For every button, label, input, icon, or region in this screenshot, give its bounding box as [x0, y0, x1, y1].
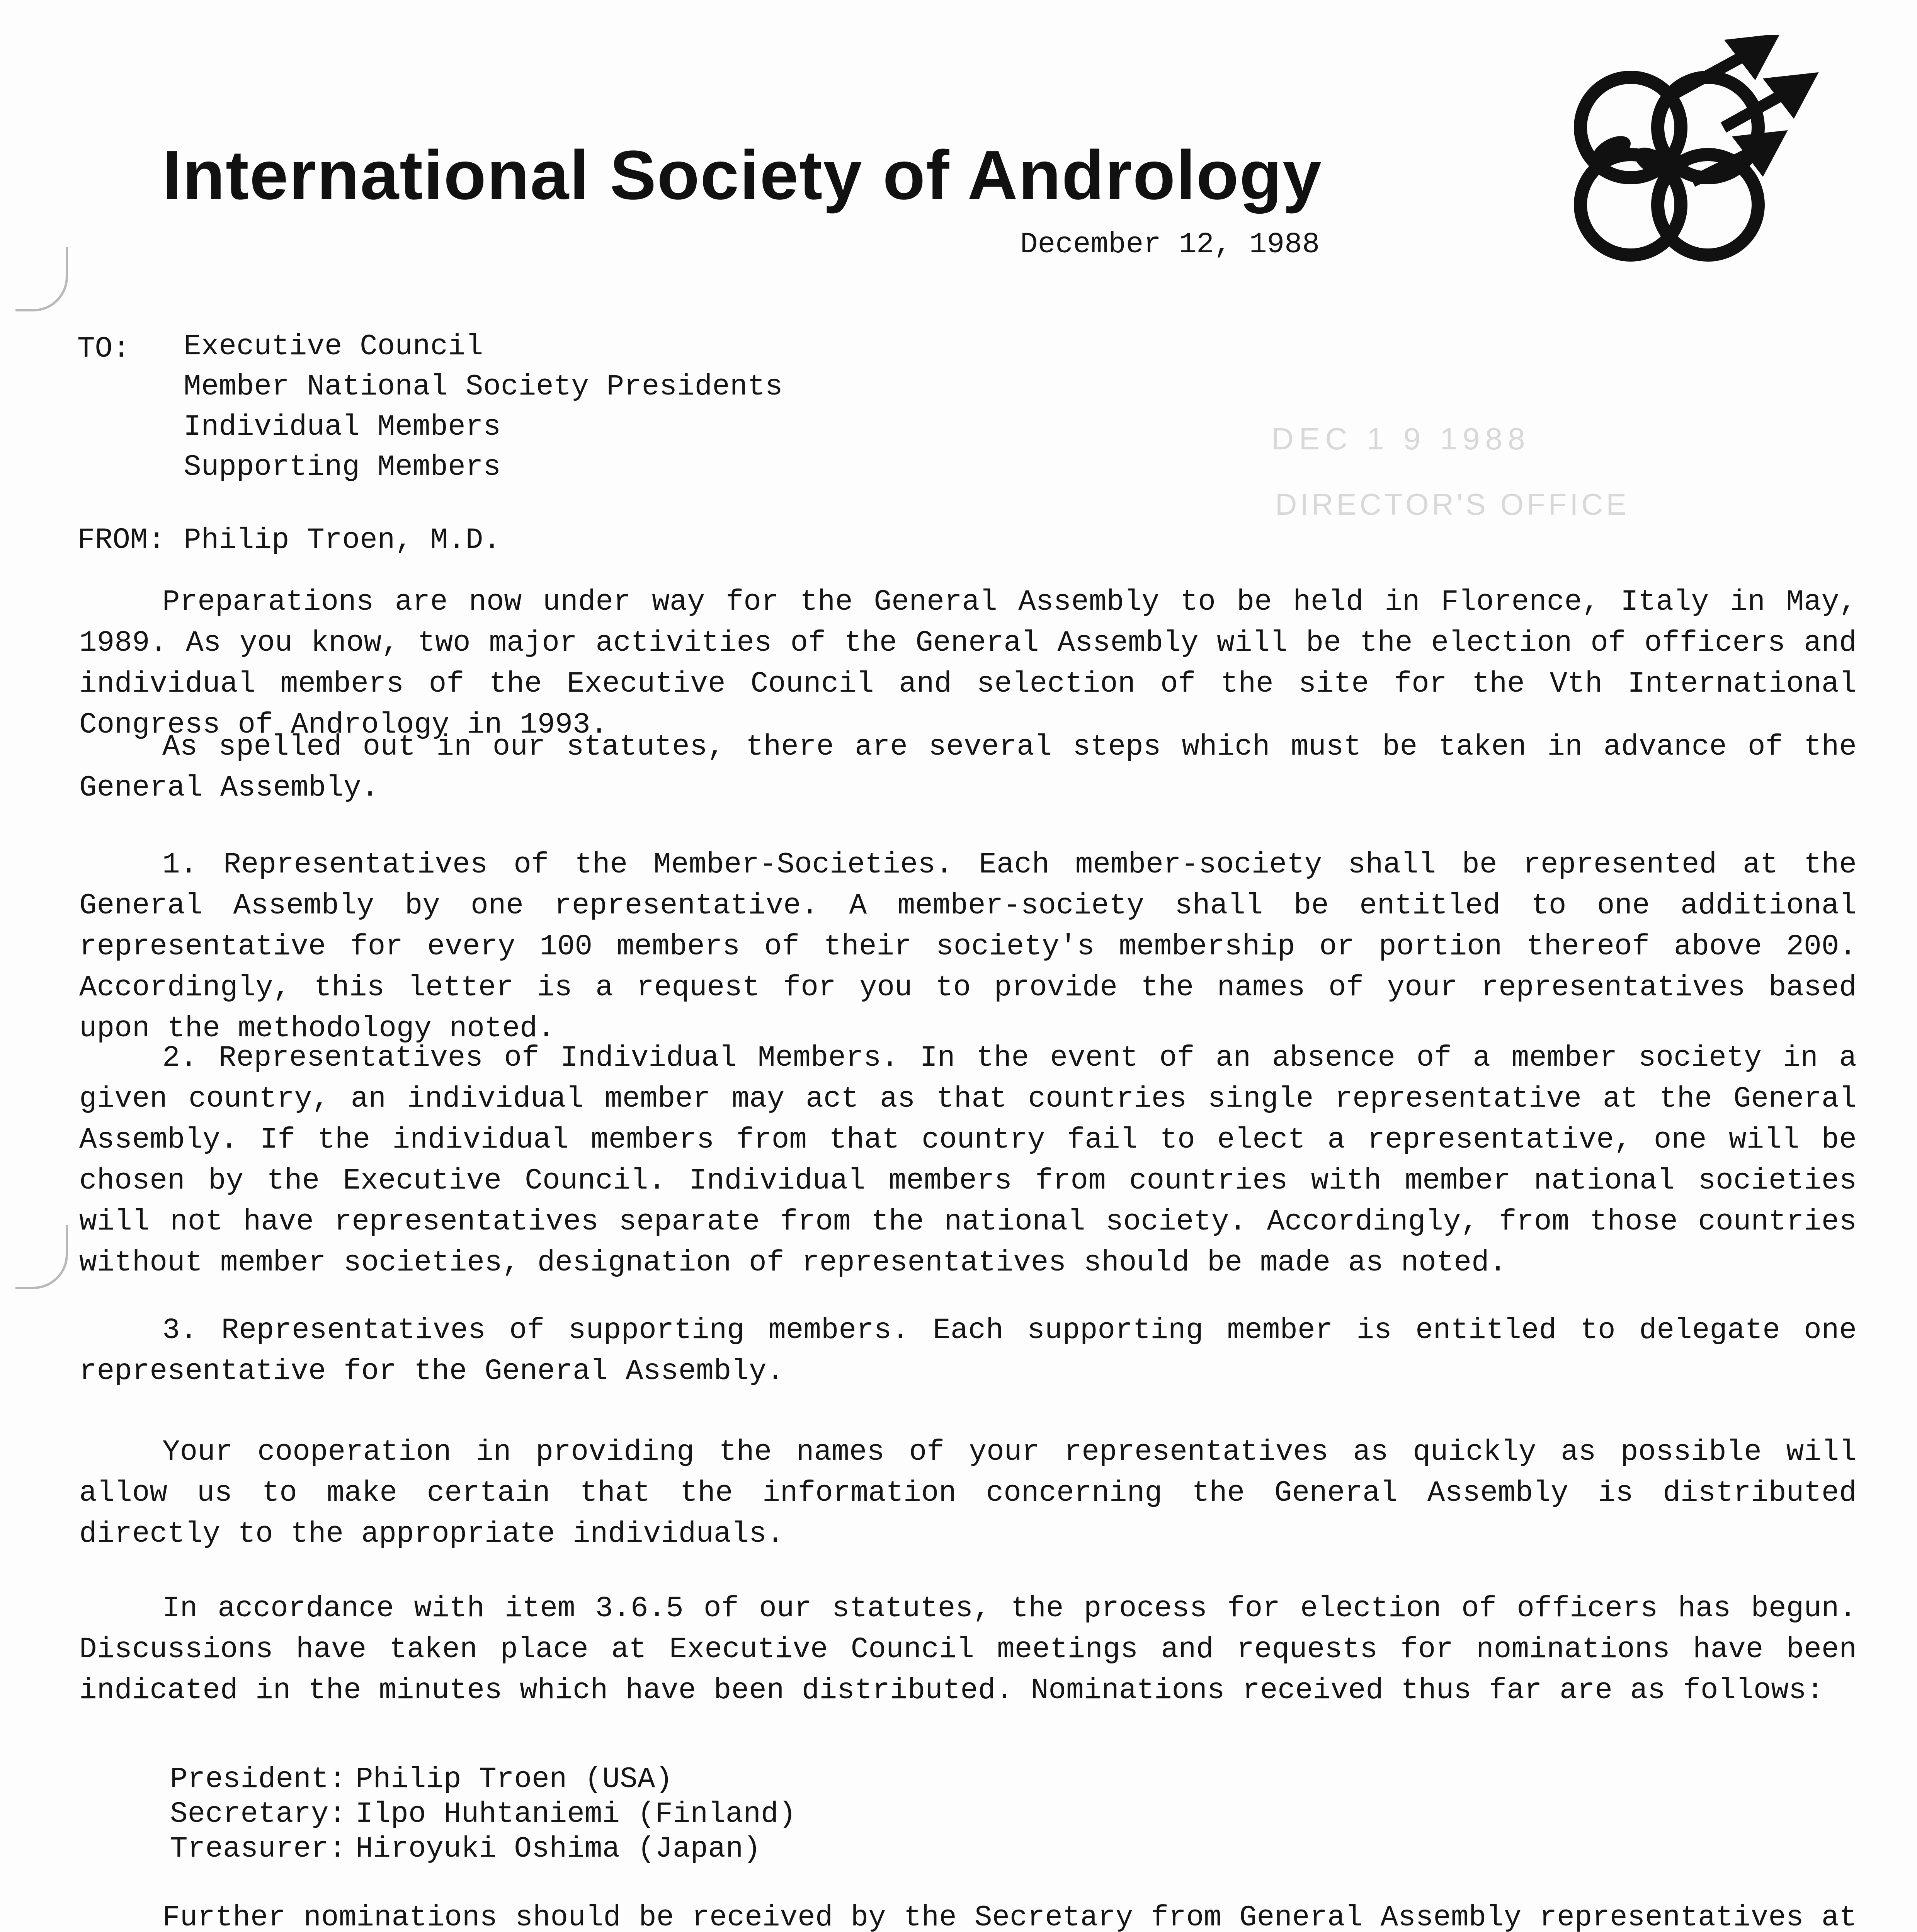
recipient: Member National Society Presidents	[184, 370, 783, 403]
to-label: TO:	[77, 332, 130, 366]
body-paragraph-3: 1. Representatives of the Member-Societies. Each member-society shall be represented at the General Assembly by one representative. A member-society shall be entitled to one additional representative for every 100 members of their society's membership or portion thereof above 200. Accordingly, this letter is a request for you to provide the names of your representatives based upon the methodology noted.	[79, 848, 1857, 1045]
nomination-row	[170, 1762, 796, 1797]
letter-date: December 12, 1988	[1020, 228, 1320, 261]
society-logo-icon	[1553, 35, 1832, 286]
body-paragraph-7: In accordance with item 3.6.5 of our statutes, the process for election of officers has begun. Discussions have taken place at Executive Council meetings and requests for nominations have been indicated in the minutes which have been distributed. Nominations received thus far are as follows:	[79, 1592, 1857, 1707]
nomination-row	[170, 1797, 796, 1832]
nominee-name: Ilpo Huhtaniemi (Finland)	[356, 1798, 796, 1831]
received-stamp-date: DEC 1 9 1988	[1271, 422, 1531, 456]
recipient: Individual Members	[184, 410, 501, 444]
nomination-role: President:	[170, 1763, 347, 1796]
letterhead-title: International Society of Andrology	[162, 136, 1322, 214]
body-paragraph-2: As spelled out in our statutes, there are several steps which must be taken in advance of the General Assembly.	[79, 730, 1857, 804]
nomination-role: Treasurer:	[170, 1832, 347, 1866]
body-paragraph-1: Preparations are now under way for the General Assembly to be held in Florence, Italy in May, 1989. As you know, two major activities of the General Assembly will be the election of officers and individual members of the Executive Council and selection of the site for the Vth International Congress of Andrology in 1993.	[79, 585, 1857, 742]
nomination-row	[170, 1832, 796, 1866]
nominee-name: Philip Troen (USA)	[356, 1763, 673, 1796]
nominations-list	[170, 1762, 796, 1866]
from-label: FROM:	[77, 524, 166, 557]
sender-name: Philip Troen, M.D.	[184, 524, 501, 557]
nomination-role: Secretary:	[170, 1798, 347, 1831]
body-paragraph-8: Further nominations should be received by the Secretary from General Assembly representatives at	[162, 1901, 1857, 1932]
body-paragraph-6: Your cooperation in providing the names of your representatives as quickly as possible will allow us to make certain that the information concerning the General Assembly is distributed directly to the appropriate individuals.	[79, 1435, 1857, 1551]
punch-hole-mark	[15, 1225, 68, 1289]
recipient-list	[184, 327, 783, 487]
nominee-name: Hiroyuki Oshima (Japan)	[356, 1832, 761, 1866]
punch-hole-mark	[15, 247, 68, 311]
body-paragraph-4: 2. Representatives of Individual Members. In the event of an absence of a member society in a given country, an individual member may act as that countries single representative at the General Assembly. If the individual members from that country fail to elect a representative, one will be chosen by the Executive Council. Individual members from countries with member national societies will not have representatives separate from the national society. Accordingly, from those countries without member societies, designation of representatives should be made as noted.	[79, 1041, 1857, 1279]
recipient: Supporting Members	[184, 451, 501, 484]
recipient: Executive Council	[184, 330, 483, 363]
body-paragraph-5: 3. Representatives of supporting members. Each supporting member is entitled to delegate one representative for the General Assembly.	[79, 1314, 1857, 1388]
received-stamp-office: DIRECTOR'S OFFICE	[1275, 487, 1630, 521]
